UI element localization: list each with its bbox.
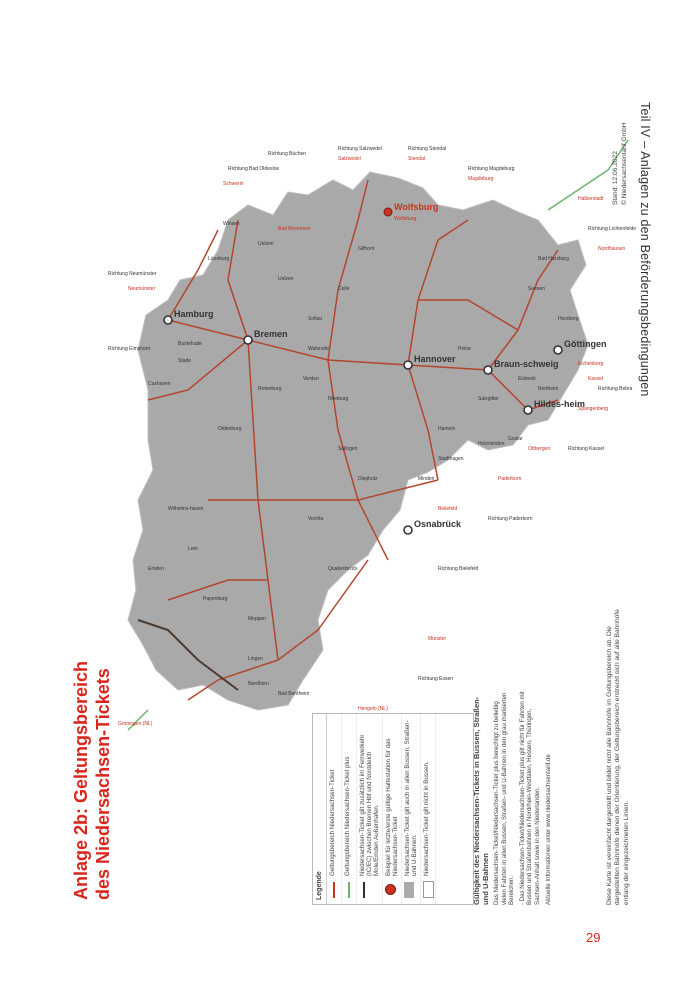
city-label: Quakenbrück bbox=[328, 566, 358, 572]
direction-label: Richtung Neumünster bbox=[108, 271, 157, 277]
city-label: Peine bbox=[458, 346, 471, 352]
direction-label: Richtung Kassel bbox=[568, 446, 605, 452]
city-label: Nienburg bbox=[328, 396, 349, 402]
direction-label: Richtung Büchen bbox=[268, 151, 307, 157]
page-title-line1: Anlage 2b: Geltungsbereich bbox=[71, 660, 91, 900]
legend-item bbox=[342, 714, 357, 904]
city-label-hildesheim: Hildes-heim bbox=[534, 399, 586, 409]
city-label: Soltau bbox=[308, 316, 323, 322]
legend bbox=[312, 713, 474, 905]
city-label-goettingen: Göttingen bbox=[564, 339, 607, 349]
direction-label: Richtung Paderborn bbox=[488, 516, 533, 522]
city-label: Oldenburg bbox=[218, 426, 242, 432]
city-label-red: Wolfsburg bbox=[394, 216, 417, 222]
legend-item bbox=[357, 714, 383, 904]
direction-label: Richtung Bad Oldesloe bbox=[228, 166, 280, 172]
plus-line-west bbox=[128, 710, 148, 730]
page-number: 29 bbox=[586, 930, 601, 945]
legend-item-label: Beispiel für letzte/erste gültige Haltestation für das Niedersachsen-Ticket bbox=[385, 738, 399, 876]
legend-item-label: Niedersachsen-Ticket gilt zusätzlich im Fernverkehr (IC/EC) zwischen Bremen Hbf und Norddeich Mole/Emden Außenhafen. bbox=[359, 734, 380, 876]
grey-area-icon bbox=[404, 880, 414, 900]
city-label: Cuxhaven bbox=[148, 381, 171, 387]
legend-title: Legende bbox=[313, 714, 327, 904]
city-label: Walsrode bbox=[308, 346, 329, 352]
green-line-icon bbox=[344, 880, 354, 900]
city-label: Gifhorn bbox=[358, 246, 375, 252]
city-label: Hameln bbox=[438, 426, 456, 432]
legend-item bbox=[402, 714, 421, 904]
red-dot-icon bbox=[385, 880, 395, 900]
city-label: Meppen bbox=[248, 616, 267, 622]
city-label-red: Nordhausen bbox=[598, 246, 626, 252]
city-label: Rotenburg bbox=[258, 386, 282, 392]
city-label: Bad Harzburg bbox=[538, 256, 569, 262]
direction-label: Richtung Bielefeld bbox=[438, 566, 479, 572]
city-label-red: Halberstadt bbox=[578, 196, 604, 202]
city-label: Celle bbox=[338, 286, 350, 292]
city-label-red: Salzwedel bbox=[338, 156, 361, 162]
city-label: Diepholz bbox=[358, 476, 378, 482]
wolfsburg-marker bbox=[384, 208, 392, 216]
city-label: Holzminden bbox=[478, 441, 505, 447]
city-label: Wilhelms-haven bbox=[168, 506, 204, 512]
legend-item-label: Niedersachsen-Ticket gilt nicht in Bussen. bbox=[423, 761, 430, 876]
city-label: Sulingen bbox=[338, 446, 358, 452]
legend-item bbox=[327, 714, 342, 904]
running-header: Teil IV – Anlagen zu den Beförderungsbedingungen bbox=[638, 102, 652, 397]
city-label: Northeim bbox=[538, 386, 559, 392]
city-label: Bad Bentheim bbox=[278, 691, 310, 697]
city-label: Vechta bbox=[308, 516, 324, 522]
city-label-osnabrueck: Osnabrück bbox=[414, 519, 462, 529]
city-label-bremen: Bremen bbox=[254, 329, 288, 339]
stand-date-line: Stand: 12.06.2022 bbox=[612, 151, 619, 205]
city-label-red: Hengelo (NL) bbox=[358, 706, 388, 712]
rail-map bbox=[108, 100, 648, 740]
city-label: Buxtehude bbox=[178, 341, 202, 347]
direction-label: Richtung Salzwedel bbox=[338, 146, 382, 152]
red-line-icon bbox=[329, 880, 339, 900]
page-title-line2: des Niedersachsen-Tickets bbox=[93, 668, 113, 900]
city-label-red: Neumünster bbox=[128, 286, 156, 292]
city-label-hamburg: Hamburg bbox=[174, 309, 214, 319]
city-label: Lüneburg bbox=[208, 256, 230, 262]
city-label-red: Spangenberg bbox=[578, 406, 609, 412]
legend-item-label: Geltungsbereich Niedersachsen-Ticket plus bbox=[344, 756, 351, 876]
city-label: Papenburg bbox=[203, 596, 228, 602]
city-label: Uelzen bbox=[278, 276, 294, 282]
city-label-hannover: Hannover bbox=[414, 354, 456, 364]
direction-label: Richtung Essen bbox=[418, 676, 454, 682]
stand-date bbox=[612, 122, 629, 205]
city-label-braunschweig: Braun-schweig bbox=[494, 359, 559, 369]
city-label: Salzgitter bbox=[478, 396, 499, 402]
city-label: Minden bbox=[418, 476, 435, 482]
city-label-wolfsburg: Wolfsburg bbox=[394, 202, 439, 212]
city-label: Emden bbox=[148, 566, 164, 572]
city-label-red: Bielefeld bbox=[438, 506, 458, 512]
city-label: Verden bbox=[303, 376, 319, 382]
direction-label: Richtung Stendal bbox=[408, 146, 447, 152]
city-label-red: Münster bbox=[428, 636, 447, 642]
city-label: Einbeck bbox=[518, 376, 536, 382]
dark-line-icon bbox=[359, 880, 369, 900]
city-label: Winsen bbox=[223, 221, 240, 227]
city-label-red: Bad Bevensen bbox=[278, 226, 311, 232]
city-label-red: Schwerin bbox=[223, 181, 244, 187]
validity-paragraph: Das Niedersachsen-Ticket/Niedersachsen-Ticket plus berechtigt zu beliebig vielen Fahrten in allen Bussen, Straßen- und U-Bahnen in den grau markierten Bereichen. bbox=[493, 692, 516, 905]
validity-info bbox=[472, 685, 602, 905]
city-label: Uelzen bbox=[258, 241, 274, 247]
white-area-icon bbox=[423, 880, 433, 900]
direction-label: Richtung Bebra bbox=[598, 386, 633, 392]
city-label: Seesen bbox=[528, 286, 545, 292]
city-label: Herzberg bbox=[558, 316, 579, 322]
city-label: Nordhorn bbox=[248, 681, 269, 687]
validity-link-text: Aktuelle Informationen unter www.niedersachsentarif.de bbox=[544, 754, 552, 905]
legend-item bbox=[383, 714, 402, 904]
legend-item-label: Niedersachsen-Ticket gilt auch in allen Bussen, Straßen- und U-Bahnen. bbox=[404, 720, 418, 876]
map-footnote: Diese Karte ist vereinfacht dargestellt und bildet nicht alle Bahnhöfe im Geltungsbereich ab. Die dargestellten Bahnhöfe dienen der Orientierung, der Geltungsbereich erstreckt sich auf alle Bahnhöfe entlang der eingezeichneten Linien. bbox=[606, 609, 630, 905]
city-label-red: Magdeburg bbox=[468, 176, 494, 182]
city-label-red: Ottbergen bbox=[528, 446, 551, 452]
city-label: Leer bbox=[188, 546, 199, 552]
city-label-red: Eichenberg bbox=[578, 361, 604, 367]
copyright-line: © Niedersachsentarif GmbH bbox=[620, 122, 628, 205]
direction-label: Richtung Elmshorn bbox=[108, 346, 151, 352]
city-label: Stadthagen bbox=[438, 456, 464, 462]
city-label: Goslar bbox=[508, 436, 523, 442]
validity-paragraph: - Das Niedersachsen-Ticket/Niedersachsen-Ticket plus gilt nicht für Fahrten mit Bussen und Straßenbahnen in Nordrhein-Westfalen, Hessen, Thüringen, Sachsen-Anhalt sowie in den Niederlanden. bbox=[518, 691, 541, 905]
city-label: Lingen bbox=[248, 656, 264, 662]
city-label-red: Paderborn bbox=[498, 476, 522, 482]
validity-title: Gültigkeit des Niedersachsen-Tickets in Bussen, Straßen- und U-Bahnen bbox=[472, 696, 490, 905]
city-label-red: Groningen (NL) bbox=[118, 721, 153, 727]
direction-label: Richtung Magdeburg bbox=[468, 166, 515, 172]
city-label-red: Stendal bbox=[408, 156, 425, 162]
city-label-red: Kassel bbox=[588, 376, 604, 382]
direction-label: Richtung Lichtenfelde bbox=[588, 226, 637, 232]
city-label: Stade bbox=[178, 358, 192, 364]
legend-item bbox=[421, 714, 436, 904]
legend-item-label: Geltungsbereich Niedersachsen-Ticket bbox=[329, 769, 336, 876]
